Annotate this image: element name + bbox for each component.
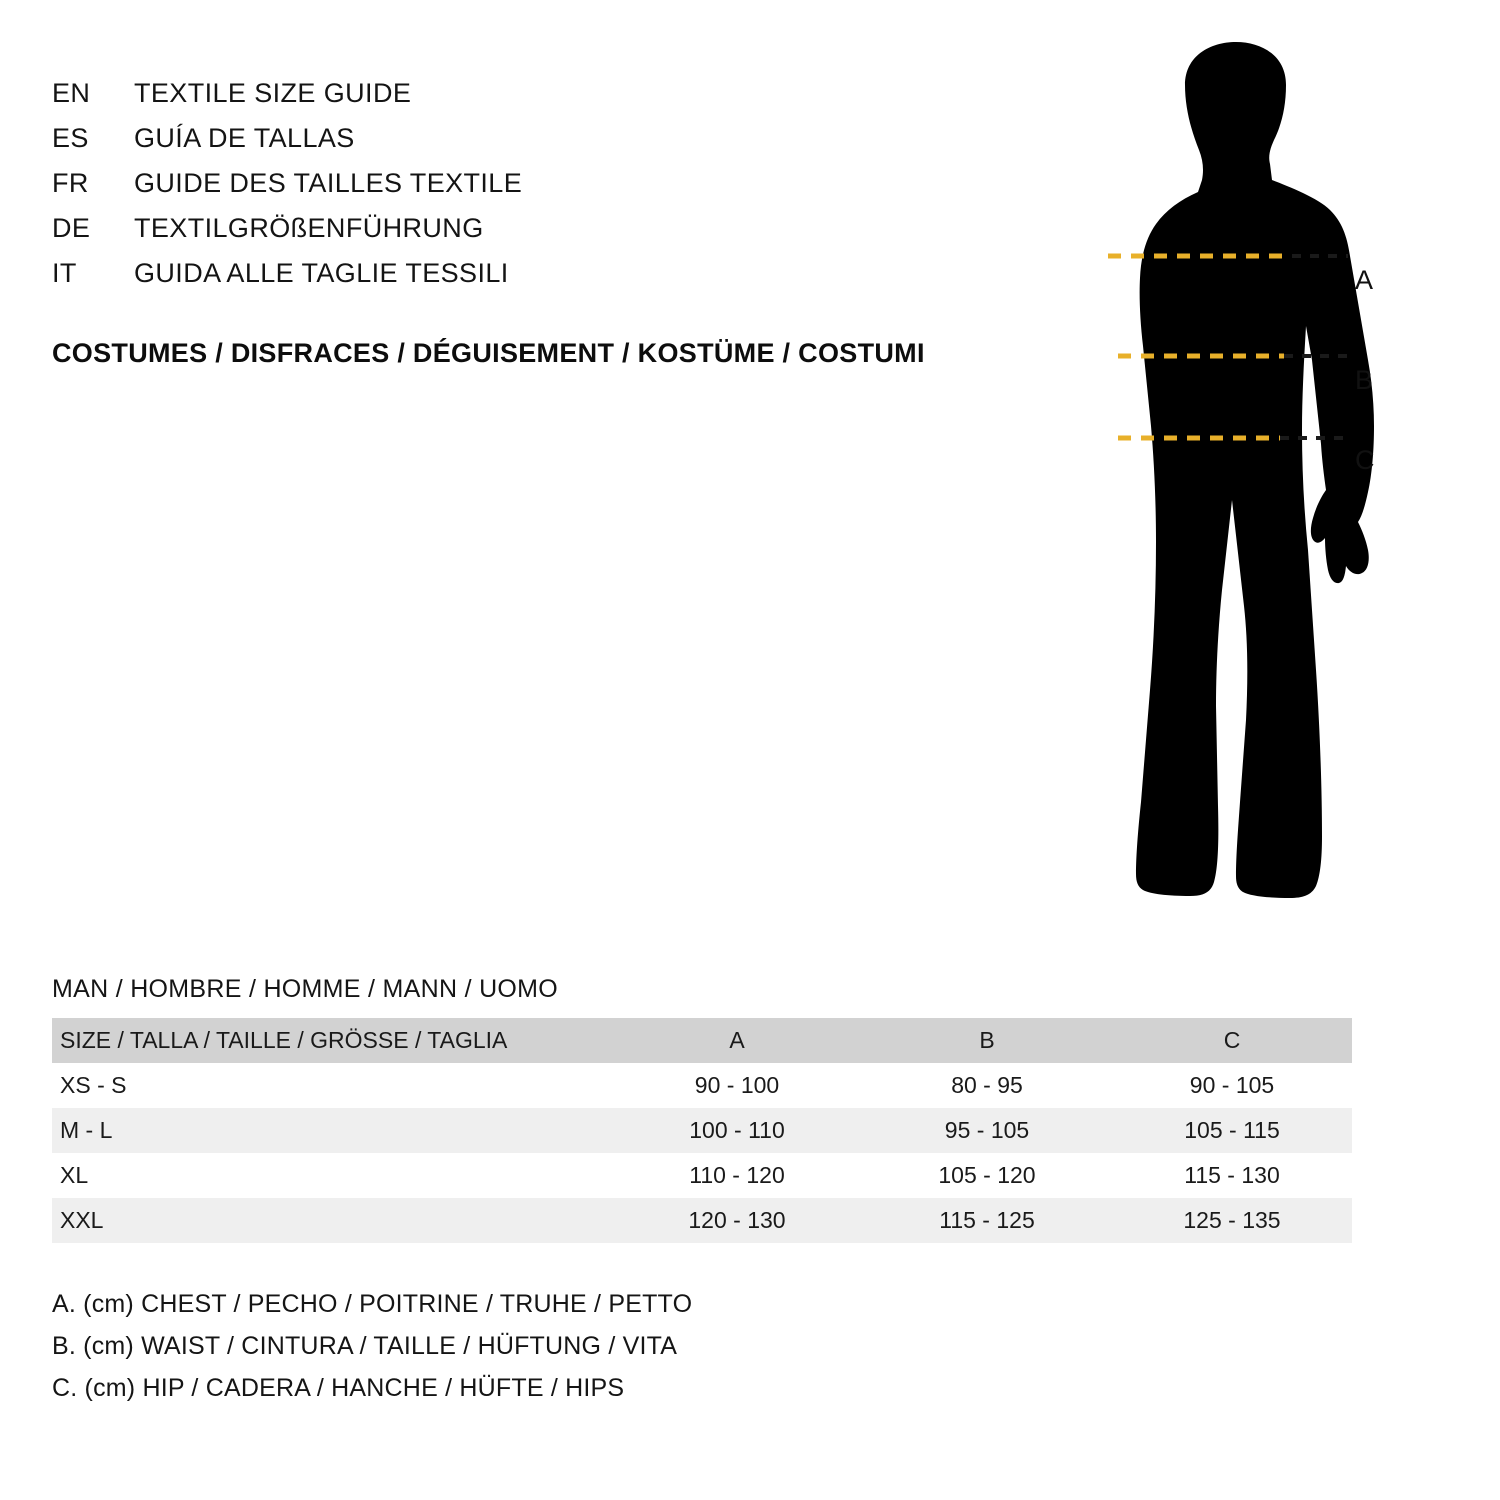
cell-hip: 90 - 105 xyxy=(1112,1063,1352,1108)
language-row xyxy=(52,213,932,258)
legend-item-hip: C. (cm) HIP / CADERA / HANCHE / HÜFTE / HIPS xyxy=(52,1374,625,1402)
marker-label-b: B xyxy=(1355,365,1374,395)
language-code: DE xyxy=(52,213,91,243)
language-row xyxy=(52,78,932,123)
cell-chest: 100 - 110 xyxy=(612,1108,862,1153)
cell-waist: 105 - 120 xyxy=(862,1153,1112,1198)
cell-chest: 120 - 130 xyxy=(612,1198,862,1243)
cell-size: XXL xyxy=(52,1198,612,1243)
language-code: IT xyxy=(52,258,77,288)
language-header-block xyxy=(52,78,932,303)
cell-waist: 80 - 95 xyxy=(862,1063,1112,1108)
measurement-legend xyxy=(52,1290,692,1416)
language-code: EN xyxy=(52,78,91,108)
language-title: GUÍA DE TALLAS xyxy=(134,123,355,153)
cell-size: M - L xyxy=(52,1108,612,1153)
marker-label-a: A xyxy=(1355,265,1374,295)
cell-hip: 125 - 135 xyxy=(1112,1198,1352,1243)
size-table xyxy=(52,1018,1352,1243)
language-title: GUIDA ALLE TAGLIE TESSILI xyxy=(134,258,509,288)
cell-waist: 95 - 105 xyxy=(862,1108,1112,1153)
language-title: GUIDE DES TAILLES TEXTILE xyxy=(134,168,523,198)
column-header-size: SIZE / TALLA / TAILLE / GRÖSSE / TAGLIA xyxy=(52,1018,612,1063)
language-row xyxy=(52,168,932,213)
legend-item-waist: B. (cm) WAIST / CINTURA / TAILLE / HÜFTUNG / VITA xyxy=(52,1332,678,1360)
cell-hip: 115 - 130 xyxy=(1112,1153,1352,1198)
column-header-b: B xyxy=(862,1018,1112,1063)
size-table-section xyxy=(52,975,1382,1243)
cell-hip: 105 - 115 xyxy=(1112,1108,1352,1153)
language-code: ES xyxy=(52,123,89,153)
legend-item-chest: A. (cm) CHEST / PECHO / POITRINE / TRUHE / PETTO xyxy=(52,1290,693,1318)
table-row xyxy=(52,1153,1352,1198)
column-header-a: A xyxy=(612,1018,862,1063)
language-title: TEXTILE SIZE GUIDE xyxy=(134,78,412,108)
table-row xyxy=(52,1063,1352,1108)
language-code: FR xyxy=(52,168,89,198)
cell-chest: 90 - 100 xyxy=(612,1063,862,1108)
language-row xyxy=(52,123,932,168)
table-header-row xyxy=(52,1018,1352,1063)
cell-chest: 110 - 120 xyxy=(612,1153,862,1198)
column-header-c: C xyxy=(1112,1018,1352,1063)
cell-size: XL xyxy=(52,1153,612,1198)
marker-label-c: C xyxy=(1355,445,1375,475)
body-figure xyxy=(1000,30,1470,940)
silhouette-shape xyxy=(1136,42,1374,898)
costumes-subtitle: COSTUMES / DISFRACES / DÉGUISEMENT / KOSTÜME / COSTUMI xyxy=(52,338,925,368)
table-caption: MAN / HOMBRE / HOMME / MANN / UOMO xyxy=(52,975,559,1003)
table-row xyxy=(52,1108,1352,1153)
cell-size: XS - S xyxy=(52,1063,612,1108)
table-row xyxy=(52,1198,1352,1243)
language-row xyxy=(52,258,932,303)
cell-waist: 115 - 125 xyxy=(862,1198,1112,1243)
language-title: TEXTILGRÖßENFÜHRUNG xyxy=(134,213,484,243)
